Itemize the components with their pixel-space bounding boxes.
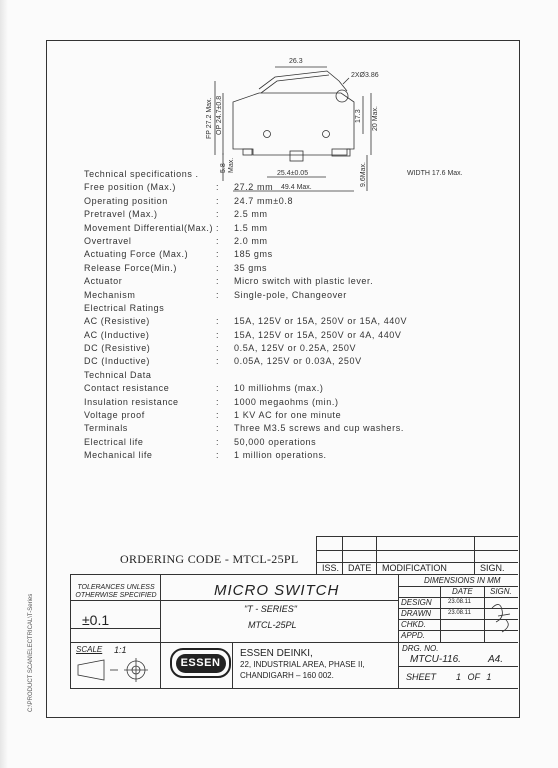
company-address-line-2: CHANDIGARH – 160 002. — [240, 671, 334, 680]
spec-separator: : — [216, 450, 220, 461]
spec-label: Actuator — [84, 276, 123, 287]
drawn-label: DRAWN — [401, 609, 432, 618]
dim-free-position: FP 27.2 Max. — [206, 97, 213, 139]
scale-label: SCALE — [76, 645, 103, 654]
spec-separator: : — [216, 182, 220, 193]
sheet-count: 1 OF 1 — [456, 672, 492, 682]
part-number: MTCL-25PL — [248, 620, 297, 630]
drawing-title: MICRO SWITCH — [214, 582, 340, 599]
spec-value: Micro switch with plastic lever. — [234, 276, 374, 287]
spec-separator: : — [216, 396, 220, 407]
spec-row — [84, 422, 464, 435]
company-name: ESSEN DEINKI, — [240, 648, 313, 659]
spec-row — [84, 449, 464, 462]
title-block-line — [70, 600, 160, 601]
dim-hole-spacing: 25.4±0.05 — [277, 170, 309, 177]
title-block-line — [70, 574, 71, 688]
spec-value: 10 milliohms (max.) — [234, 383, 324, 394]
dim-terminal-height: 9.6Max. — [360, 162, 367, 187]
title-block-line — [70, 642, 518, 643]
spec-row — [84, 289, 464, 302]
spec-label: Operating position — [84, 195, 168, 206]
spec-value: 2.0 mm — [234, 235, 268, 246]
spec-row — [84, 329, 464, 342]
spec-label: AC (Resistive) — [84, 316, 150, 327]
dim-5-8-max: Max. — [228, 157, 235, 173]
title-block-line — [440, 586, 441, 642]
spec-separator: : — [216, 276, 220, 287]
drawing-number: MTCU-116. — [410, 654, 461, 665]
spec-label: Overtravel — [84, 235, 132, 246]
title-block-line — [160, 600, 398, 601]
drawing-number-label: DRG. NO. — [402, 644, 439, 653]
spec-separator: : — [216, 235, 220, 246]
checked-label: CHKD. — [401, 620, 426, 629]
rev-modification-header: MODIFICATION — [382, 563, 447, 573]
rev-sign-header: SIGN. — [480, 563, 505, 573]
spec-label: Terminals — [84, 423, 128, 434]
dim-operating-position: OP 24.7±0.8 — [216, 95, 223, 135]
spec-separator: : — [216, 209, 220, 220]
spec-separator: : — [216, 383, 220, 394]
spec-separator: : — [216, 249, 220, 260]
spec-separator: : — [216, 222, 220, 233]
spec-label: Movement Differential(Max.) — [84, 222, 214, 233]
sheet-size: A4. — [488, 654, 504, 665]
dim-lever-length: 26.3 — [289, 58, 303, 65]
spec-separator: : — [216, 262, 220, 273]
spec-row — [84, 181, 464, 194]
spec-label: Mechanism — [84, 289, 136, 300]
spec-row — [84, 355, 464, 368]
spec-value: 35 gms — [234, 262, 268, 273]
drawn-date: 23.08.11 — [448, 610, 471, 616]
spec-label: Actuating Force (Max.) — [84, 249, 189, 260]
title-block-line — [160, 574, 161, 688]
dim-total-length: 49.4 Max. — [281, 184, 312, 191]
spec-separator: : — [216, 195, 220, 206]
sheet-label: SHEET — [406, 672, 437, 682]
spec-label: Release Force(Min.) — [84, 262, 177, 273]
dimensions-unit: DIMENSIONS IN MM — [424, 576, 501, 585]
spec-value: 15A, 125V or 15A, 250V or 15A, 440V — [234, 316, 408, 327]
spec-row — [84, 195, 464, 208]
scan-shadow — [0, 0, 8, 768]
dim-17-3: 17.3 — [355, 109, 362, 123]
title-block-line — [398, 574, 399, 688]
spec-label: DC (Resistive) — [84, 343, 151, 354]
rev-date-header: DATE — [348, 563, 372, 573]
dim-5-8: 5.8 — [220, 163, 227, 173]
spec-value: 1 KV AC for one minute — [234, 410, 342, 421]
spec-value: 1000 megaohms (min.) — [234, 396, 339, 407]
spec-value: 1 million operations. — [234, 450, 327, 461]
spec-separator: : — [216, 410, 220, 421]
logo-text: ESSEN — [176, 654, 226, 673]
dim-holes: 2XØ3.86 — [351, 72, 379, 79]
spec-separator: : — [216, 289, 220, 300]
spec-row — [84, 436, 464, 449]
rev-line — [316, 550, 518, 551]
spec-row — [84, 262, 464, 275]
tolerance-value: ±0.1 — [82, 612, 110, 628]
company-address-line-1: 22, INDUSTRIAL AREA, PHASE II, — [240, 660, 365, 669]
spec-row — [84, 275, 464, 288]
spec-value: 15A, 125V or 15A, 250V or 4A, 440V — [234, 329, 402, 340]
spec-value: Three M3.5 screws and cup washers. — [234, 423, 404, 434]
scale-value: 1:1 — [114, 645, 127, 655]
dim-20-max: 20 Max. — [372, 106, 379, 131]
ordering-code: ORDERING CODE - MTCL-25PL — [120, 552, 299, 566]
series-name: "T - SERIES" — [244, 604, 297, 614]
spec-label: Free position (Max.) — [84, 182, 177, 193]
tolerances-note: TOLERANCES UNLESS OTHERWISE SPECIFIED — [75, 584, 157, 599]
spec-row — [84, 315, 464, 328]
spec-label: Voltage proof — [84, 410, 145, 421]
spec-value: 50,000 operations — [234, 436, 317, 447]
title-block-line — [70, 574, 518, 575]
spec-label: Insulation resistance — [84, 396, 179, 407]
spec-label: Electrical life — [84, 436, 144, 447]
spec-row — [84, 248, 464, 261]
spec-value: 24.7 mm±0.8 — [234, 195, 294, 206]
signature-icon — [488, 598, 516, 636]
title-block-line — [484, 586, 485, 642]
technical-data-heading: Technical Data — [84, 369, 152, 380]
file-path-text: C:\PRODUCT SCAN\ELECTRICAL\T-Series — [28, 593, 34, 712]
essen-logo — [170, 648, 231, 678]
projection-symbol-icon — [74, 656, 156, 684]
spec-row — [84, 208, 464, 221]
spec-label: DC (Inductive) — [84, 356, 150, 367]
spec-label: AC (Inductive) — [84, 329, 150, 340]
sign-header: SIGN. — [490, 587, 512, 596]
spec-value: 0.5A, 125V or 0.25A, 250V — [234, 343, 357, 354]
rev-line — [316, 536, 317, 574]
spec-value: 27.2 mm — [234, 182, 274, 193]
spec-separator: : — [216, 343, 220, 354]
spec-separator: : — [216, 329, 220, 340]
width-note: WIDTH 17.6 Max. — [407, 170, 463, 177]
spec-row — [84, 222, 464, 235]
spec-value: Single-pole, Changeover — [234, 289, 347, 300]
spec-separator: : — [216, 436, 220, 447]
rev-line — [474, 536, 475, 574]
spec-label: Pretravel (Max.) — [84, 209, 158, 220]
title-block-line — [70, 628, 160, 629]
spec-separator: : — [216, 356, 220, 367]
title-block-line — [398, 666, 518, 667]
rev-line — [342, 536, 343, 574]
title-block-line — [232, 642, 233, 688]
spec-value: 1.5 mm — [234, 222, 268, 233]
spec-row — [84, 396, 464, 409]
rev-line — [376, 536, 377, 574]
spec-value: 185 gms — [234, 249, 273, 260]
rev-line — [316, 536, 518, 537]
spec-row — [84, 342, 464, 355]
spec-label: Mechanical life — [84, 450, 153, 461]
rev-iss-header: ISS. — [322, 563, 340, 573]
electrical-ratings-heading: Electrical Ratings — [84, 302, 165, 313]
spec-separator: : — [216, 316, 220, 327]
design-date: 23.08.11 — [448, 599, 471, 605]
title-block-line — [70, 688, 518, 689]
approved-label: APPD. — [401, 631, 426, 640]
technical-specifications — [84, 168, 464, 463]
spec-row — [84, 409, 464, 422]
date-header: DATE — [452, 587, 473, 596]
specs-heading: Technical specifications . — [84, 169, 199, 179]
spec-row — [84, 382, 464, 395]
design-label: DESIGN — [401, 598, 432, 607]
spec-label: Contact resistance — [84, 383, 170, 394]
spec-separator: : — [216, 423, 220, 434]
spec-value: 2.5 mm — [234, 209, 268, 220]
spec-value: 0.05A, 125V or 0.03A, 250V — [234, 356, 362, 367]
spec-row — [84, 235, 464, 248]
